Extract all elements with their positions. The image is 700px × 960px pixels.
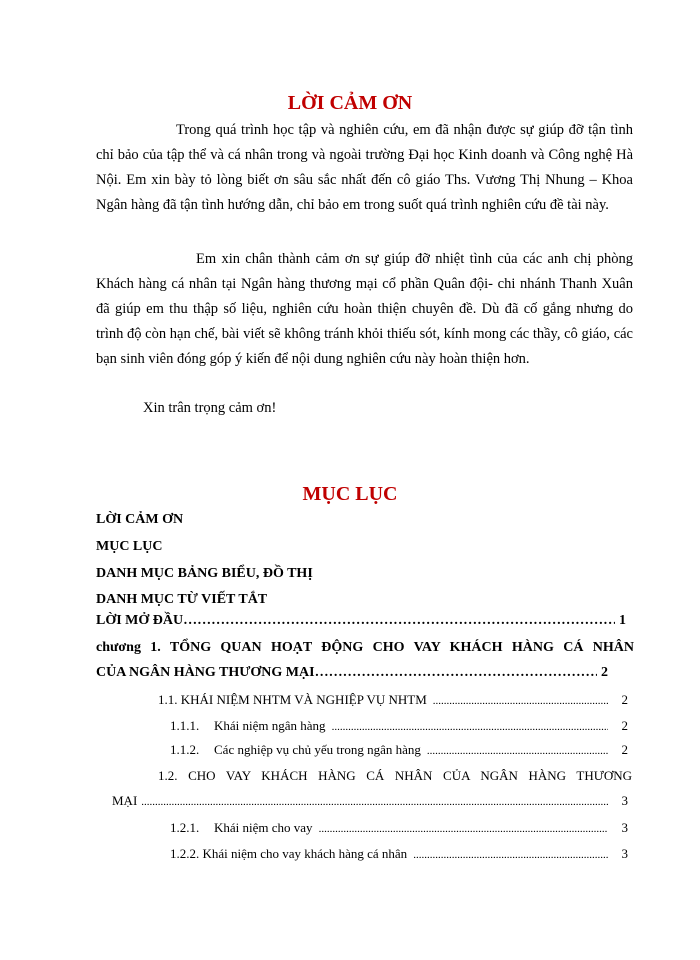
- toc-entry-1-1-1[interactable]: [170, 718, 628, 734]
- acknowledgement-paragraph-2: Em xin chân thành cảm ơn sự giúp đỡ nhiệt tình của các anh chị phòng Khách hàng cá nhân tại Ngân hàng thương mại cổ phần Quân đội- chi nhánh Thanh Xuân đã giúp em thu thập số liệu, nghiên cứu hoàn thiện chuyên đề. Dù đã cố gắng nhưng do trình độ còn hạn chế, bài viết sẽ không tránh khỏi thiếu sót, kính mong các thầy, cô giáo, các bạn sinh viên đóng góp ý kiến để nội dung nghiên cứu này hoàn thiện hơn.: [96, 251, 633, 367]
- toc-entry-number: 1.2.1.: [170, 820, 200, 835]
- toc-page-number: 3: [621, 820, 628, 835]
- toc-heading-acknowledgement[interactable]: LỜI CẢM ƠN: [96, 512, 184, 527]
- toc-entry-1-1-2[interactable]: [170, 742, 628, 758]
- toc-page-number: 2: [621, 742, 628, 757]
- acknowledgement-closing: Xin trân trọng cảm ơn!: [143, 400, 277, 416]
- leader-dots: [421, 742, 608, 758]
- leader-dots: [407, 846, 607, 862]
- toc-entry-1-2-line1[interactable]: 1.2. CHO VAY KHÁCH HÀNG CÁ NHÂN CỦA NGÂN HÀNG THƯƠNG: [158, 768, 632, 783]
- toc-entry-label: 1.2.2. Khái niệm cho vay khách hàng cá nhân: [170, 846, 408, 861]
- toc-entry-1-2-2[interactable]: [170, 846, 628, 862]
- toc-entry-1-2-1[interactable]: [170, 820, 628, 836]
- toc-page-number: 3: [621, 846, 628, 861]
- table-of-contents: [96, 0, 634, 960]
- toc-entry-label: Khái niệm ngân hàng: [214, 718, 326, 733]
- toc-entry-1-1[interactable]: [158, 692, 628, 708]
- toc-entry-chapter1[interactable]: [96, 665, 608, 681]
- toc-entry-label: LỜI MỞ ĐẦU: [96, 613, 184, 628]
- toc-entry-number: 1.1.1.: [170, 718, 200, 733]
- toc-entry-label: MẠI: [112, 793, 138, 808]
- toc-page-number: 2: [601, 665, 608, 680]
- acknowledgement-title: LỜI CẢM ƠN: [287, 92, 413, 114]
- toc-page-number: 3: [621, 793, 628, 808]
- toc-entry-1-2[interactable]: [112, 793, 628, 809]
- toc-title: MỤC LỤC: [302, 483, 398, 505]
- toc-page-number: 1: [619, 613, 626, 628]
- toc-entry-label: Các nghiệp vụ chủ yếu trong ngân hàng: [214, 742, 421, 757]
- toc-entry-label: CỦA NGÂN HÀNG THƯƠNG MẠI: [96, 665, 315, 680]
- toc-heading-abbreviations[interactable]: DANH MỤC TỪ VIẾT TẮT: [96, 592, 268, 607]
- leader-dots: [183, 613, 615, 629]
- leader-dots: [313, 820, 608, 836]
- leader-dots: [326, 718, 608, 734]
- acknowledgement-paragraph-1: Trong quá trình học tập và nghiên cứu, em đã nhận được sự giúp đỡ tận tình chỉ bảo của tập thể và cá nhân trong và ngoài trường Đại học Kinh doanh và Công nghệ Hà Nội. Em xin bày tỏ lòng biết ơn sâu sắc nhất đến cô giáo Ths. Vương Thị Nhung – Khoa Ngân hàng đã tận tình hướng dẫn, chỉ bảo em trong suốt quá trình nghiên cứu đề tài này.: [96, 122, 633, 213]
- toc-entry-number: 1.1.2.: [170, 742, 200, 757]
- toc-entry-label: Khái niệm cho vay: [214, 820, 313, 835]
- toc-heading-contents[interactable]: MỤC LỤC: [96, 539, 163, 554]
- toc-page-number: 2: [621, 718, 628, 733]
- toc-entry-label: 1.1. KHÁI NIỆM NHTM VÀ NGHIỆP VỤ NHTM: [158, 692, 427, 707]
- leader-dots: [427, 692, 608, 708]
- toc-entry-intro[interactable]: [96, 613, 626, 629]
- leader-dots: [137, 793, 607, 809]
- toc-heading-tables[interactable]: DANH MỤC BẢNG BIỂU, ĐỒ THỊ: [96, 566, 313, 581]
- leader-dots: [315, 665, 597, 681]
- toc-entry-chapter1-line1[interactable]: chương 1. TỔNG QUAN HOẠT ĐỘNG CHO VAY KHÁCH HÀNG CÁ NHÂN: [96, 640, 634, 655]
- toc-page-number: 2: [621, 692, 628, 707]
